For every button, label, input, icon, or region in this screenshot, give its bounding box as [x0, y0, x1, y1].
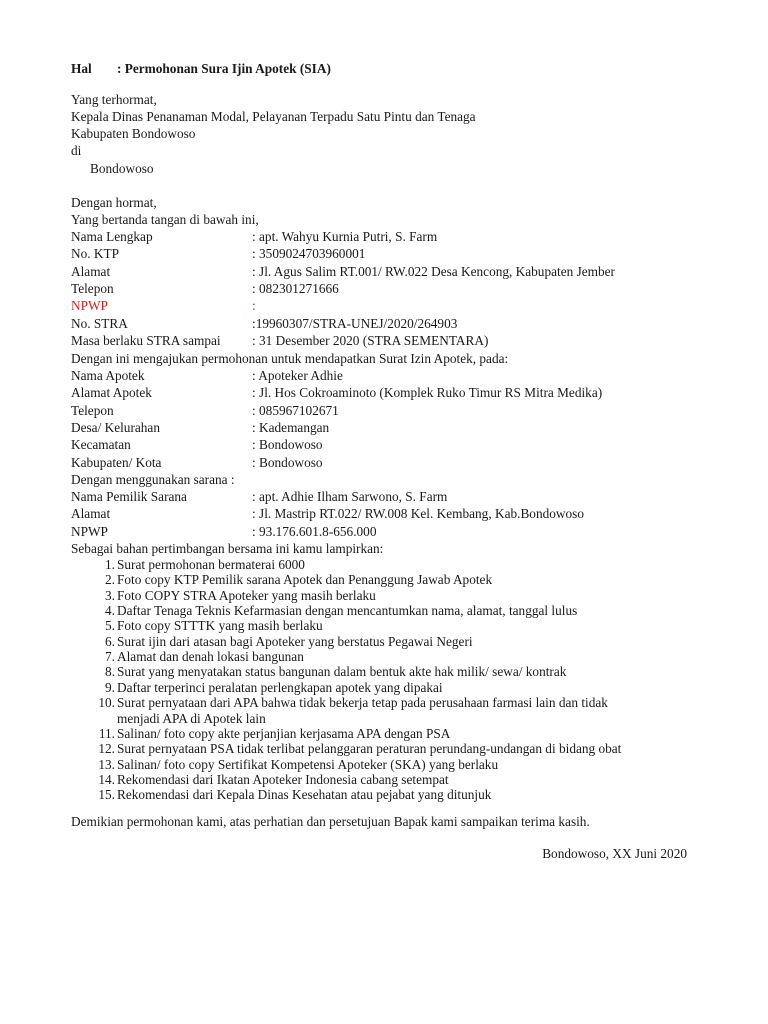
list-item-text: Surat pernyataan dari APA bahwa tidak bekerja tetap pada perusahaan farmasi lain dan tidak: [117, 695, 608, 711]
pharmacy-field-label: Desa/ Kelurahan: [71, 419, 160, 435]
applicant-field-value: : 082301271666: [252, 280, 339, 296]
list-item-number: 12.: [98, 741, 115, 757]
subject-line: [71, 61, 331, 77]
applicant-field-value: : 3509024703960001: [252, 246, 366, 262]
applicant-field-value: : Jl. Agus Salim RT.001/ RW.022 Desa Kencong, Kabupaten Jember: [252, 263, 615, 279]
applicant-field-label: Alamat: [71, 263, 111, 279]
list-item-text: Foto COPY STRA Apoteker yang masih berlaku: [117, 587, 376, 603]
list-item-text: Foto copy STTTK yang masih berlaku: [117, 618, 323, 634]
list-item-text: Daftar Tenaga Teknis Kefarmasian dengan mencantumkan nama, alamat, tanggal lulus: [117, 603, 578, 619]
list-item-continuation-text: menjadi APA di Apotek lain: [117, 710, 266, 726]
list-item-text: Surat yang menyatakan status bangunan dalam bentuk akte hak milik/ sewa/ kontrak: [117, 664, 567, 680]
facility-field-label: NPWP: [71, 523, 108, 539]
list-item-number: 5.: [105, 618, 115, 634]
applicant-field-label: No. KTP: [71, 246, 120, 262]
list-item-text: Salinan/ foto copy Sertifikat Kompetensi Apoteker (SKA) yang berlaku: [117, 756, 499, 772]
closing-paragraph: Demikian permohonan kami, atas perhatian dan persetujuan Bapak kami sampaikan terima kasih.: [71, 814, 590, 829]
list-item-text: Rekomendasi dari Ikatan Apoteker Indonesia cabang setempat: [117, 771, 449, 787]
pharmacy-field-value: : Bondowoso: [252, 437, 323, 453]
list-item-number: 7.: [105, 649, 115, 665]
facility-field-label: Nama Pemilik Sarana: [71, 489, 187, 504]
applicant-field-value: : 31 Desember 2020 (STRA SEMENTARA): [252, 332, 489, 348]
pharmacy-field-label: Kabupaten/ Kota: [71, 454, 162, 470]
list-item-text: Daftar terperinci peralatan perlengkapan apotek yang dipakai: [117, 679, 443, 695]
facility-field-value: : Jl. Mastrip RT.022/ RW.008 Kel. Kembang, Kab.Bondowoso: [252, 506, 584, 522]
list-item-text: Alamat dan denah lokasi bangunan: [117, 649, 304, 665]
list-item-number: 14.: [98, 771, 115, 787]
list-item-text: Surat permohonan bermaterai 6000: [117, 557, 305, 572]
applicant-field-label: Telepon: [71, 280, 114, 296]
list-item-number: 3.: [105, 587, 115, 603]
list-item-number: 4.: [105, 603, 115, 619]
pharmacy-field-label: Kecamatan: [71, 437, 131, 453]
list-item-number: 6.: [105, 633, 115, 649]
salutation: Dengan hormat,: [71, 195, 157, 210]
pharmacy-field-label: Alamat Apotek: [71, 385, 152, 401]
list-item-number: 8.: [105, 664, 115, 680]
pharmacy-field-label: Nama Apotek: [71, 368, 145, 383]
applicant-field-value: : apt. Wahyu Kurnia Putri, S. Farm: [252, 229, 438, 244]
applicant-field-label: NPWP: [71, 298, 108, 314]
request-intro: Dengan ini mengajukan permohonan untuk mendapatkan Surat Izin Apotek, pada:: [71, 351, 509, 366]
list-item-number: 9.: [105, 679, 115, 695]
list-item-text: Surat pernyataan PSA tidak terlibat pelanggaran peraturan perundang-undangan di bidang obat: [117, 741, 622, 757]
list-item-text: Foto copy KTP Pemilik sarana Apotek dan Penanggung Jawab Apotek: [117, 572, 493, 588]
intro-line: Yang bertanda tangan di bawah ini,: [71, 212, 259, 227]
facility-field-label: Alamat: [71, 506, 111, 522]
recipient-line-4: Bondowoso: [90, 161, 154, 176]
list-item-number: 11.: [98, 725, 115, 741]
facility-field-value: : apt. Adhie Ilham Sarwono, S. Farm: [252, 489, 448, 504]
attachments-intro: Sebagai bahan pertimbangan bersama ini kamu lampirkan:: [71, 541, 384, 556]
pharmacy-field-value: : Bondowoso: [252, 454, 323, 470]
recipient-greeting: Yang terhormat,: [71, 92, 157, 107]
recipient-line-2: Kabupaten Bondowoso: [71, 126, 196, 141]
pharmacy-field-value: : Apoteker Adhie: [252, 368, 343, 383]
pharmacy-field-value: : Kademangan: [252, 419, 330, 435]
pharmacy-field-value: : Jl. Hos Cokroaminoto (Komplek Ruko Timur RS Mitra Medika): [252, 385, 603, 401]
subject-text: : Permohonan Sura Ijin Apotek (SIA): [117, 61, 331, 76]
recipient-line-3: di: [71, 143, 82, 158]
list-item-number: 1.: [105, 557, 115, 572]
pharmacy-field-label: Telepon: [71, 402, 114, 418]
list-item-number: 2.: [105, 572, 115, 588]
place-date: Bondowoso, XX Juni 2020: [542, 846, 687, 861]
applicant-field-value: :: [252, 298, 256, 314]
list-item-text: Rekomendasi dari Kepala Dinas Kesehatan atau pejabat yang ditunjuk: [117, 787, 492, 803]
applicant-field-label: Nama Lengkap: [71, 229, 153, 244]
facility-field-value: : 93.176.601.8-656.000: [252, 523, 377, 539]
list-item-number: 15.: [98, 787, 115, 803]
subject-label: Hal: [71, 61, 92, 76]
list-item-number: 13.: [98, 756, 115, 772]
recipient-line-1: Kepala Dinas Penanaman Modal, Pelayanan Terpadu Satu Pintu dan Tenaga: [71, 109, 476, 124]
list-item-text: Surat ijin dari atasan bagi Apoteker yang berstatus Pegawai Negeri: [117, 633, 473, 649]
list-item-text: Salinan/ foto copy akte perjanjian kerjasama APA dengan PSA: [117, 725, 451, 741]
pharmacy-field-value: : 085967102671: [252, 402, 339, 418]
applicant-field-label: Masa berlaku STRA sampai: [71, 332, 221, 348]
facility-intro: Dengan menggunakan sarana :: [71, 472, 235, 487]
applicant-field-label: No. STRA: [71, 315, 128, 331]
list-item-number: 10.: [98, 695, 115, 711]
applicant-field-value: :19960307/STRA-UNEJ/2020/264903: [252, 315, 458, 331]
